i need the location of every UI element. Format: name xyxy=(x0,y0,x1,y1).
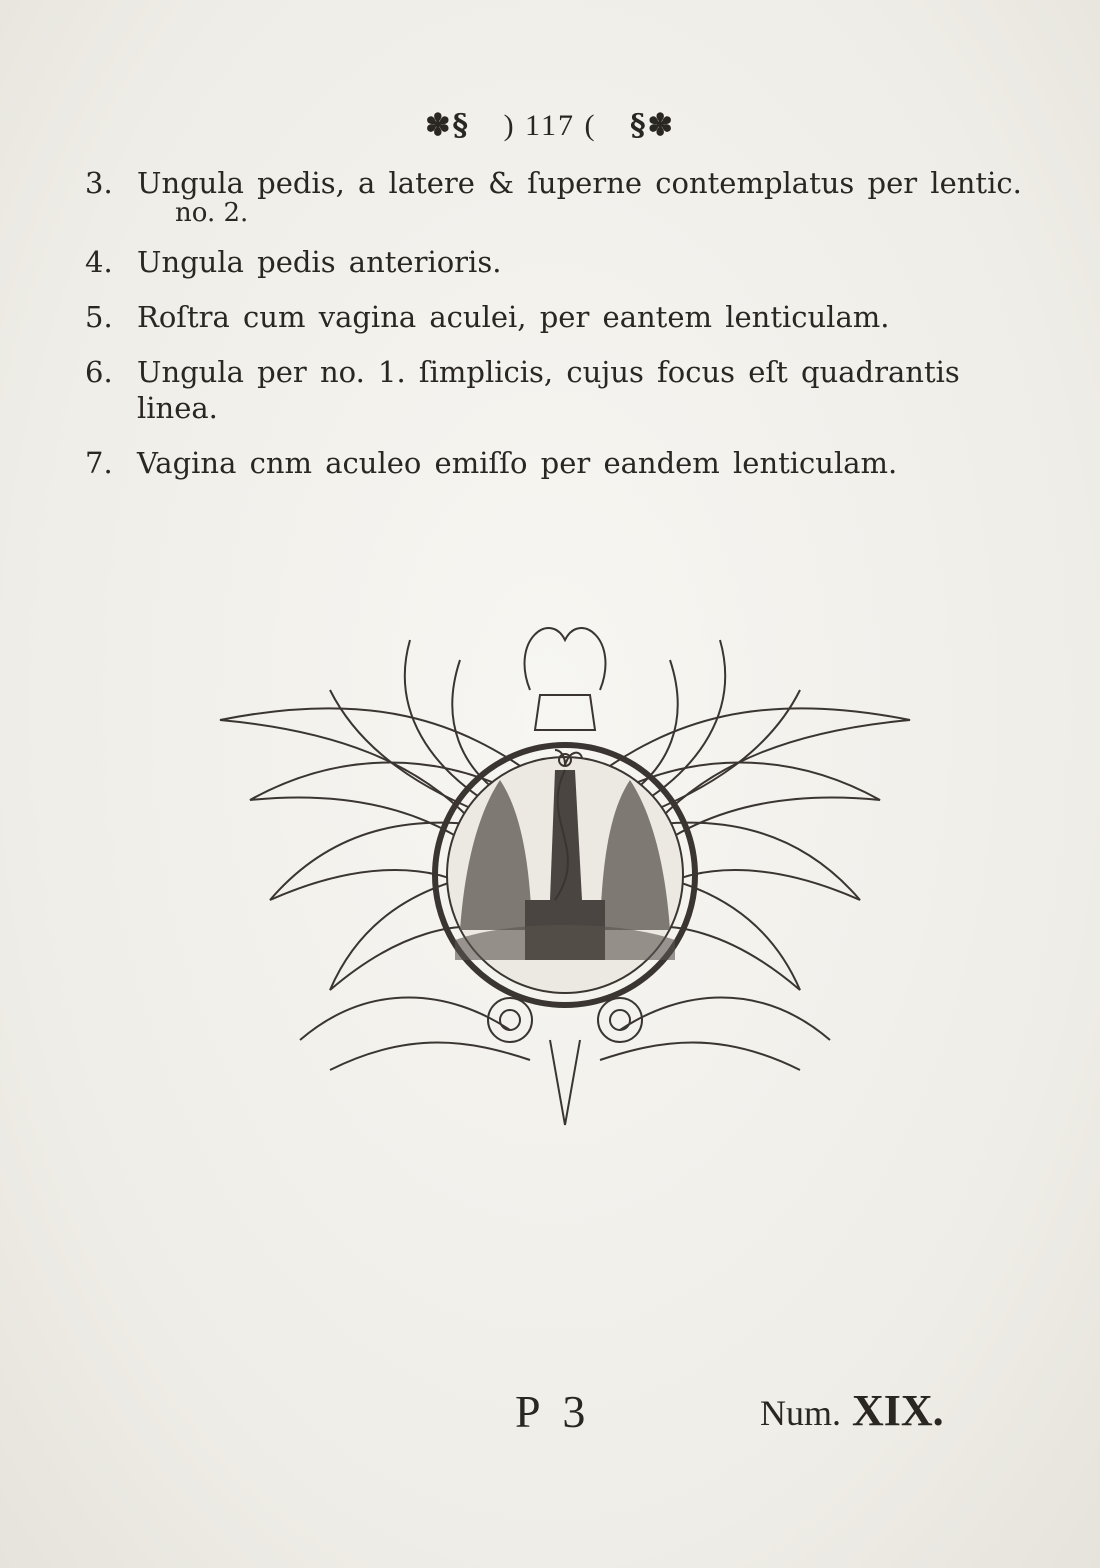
catchword-numeral: XIX. xyxy=(852,1386,944,1435)
item-text: Roſtra cum vagina aculei, per eantem lenticulam. xyxy=(137,300,890,334)
right-ornament: §✽ xyxy=(629,108,675,143)
list-item xyxy=(85,445,1035,481)
item-text: Vagina cnm aculeo emiſſo per eandem lenticulam. xyxy=(137,446,898,480)
item-number: 4. xyxy=(85,245,113,279)
item-number: 7. xyxy=(85,446,113,480)
list-item xyxy=(85,244,1035,280)
item-number: 6. xyxy=(85,355,113,389)
list-item xyxy=(85,299,1035,335)
item-continuation: no. 2. xyxy=(175,198,249,228)
catchword-prefix: Num. xyxy=(760,1393,841,1433)
catchword xyxy=(760,1385,944,1436)
left-ornament: ✽§ xyxy=(425,108,471,143)
item-text: Ungula per no. 1. ſimplicis, cujus focus eſt quadrantis linea. xyxy=(137,355,960,425)
item-text: Ungula pedis, a latere & ſuperne contemplatus per lentic. xyxy=(137,166,1022,200)
running-head xyxy=(0,108,1100,143)
item-number: 5. xyxy=(85,300,113,334)
list-item xyxy=(85,165,1035,228)
list-item xyxy=(85,354,1035,426)
figure-list xyxy=(85,165,1035,500)
page-number: ) 117 ( xyxy=(503,109,597,142)
ornamental-vignette-icon xyxy=(210,600,920,1130)
item-number: 3. xyxy=(85,166,113,200)
item-text: Ungula pedis anterioris. xyxy=(137,245,502,279)
signature-mark: P 3 xyxy=(515,1386,592,1437)
